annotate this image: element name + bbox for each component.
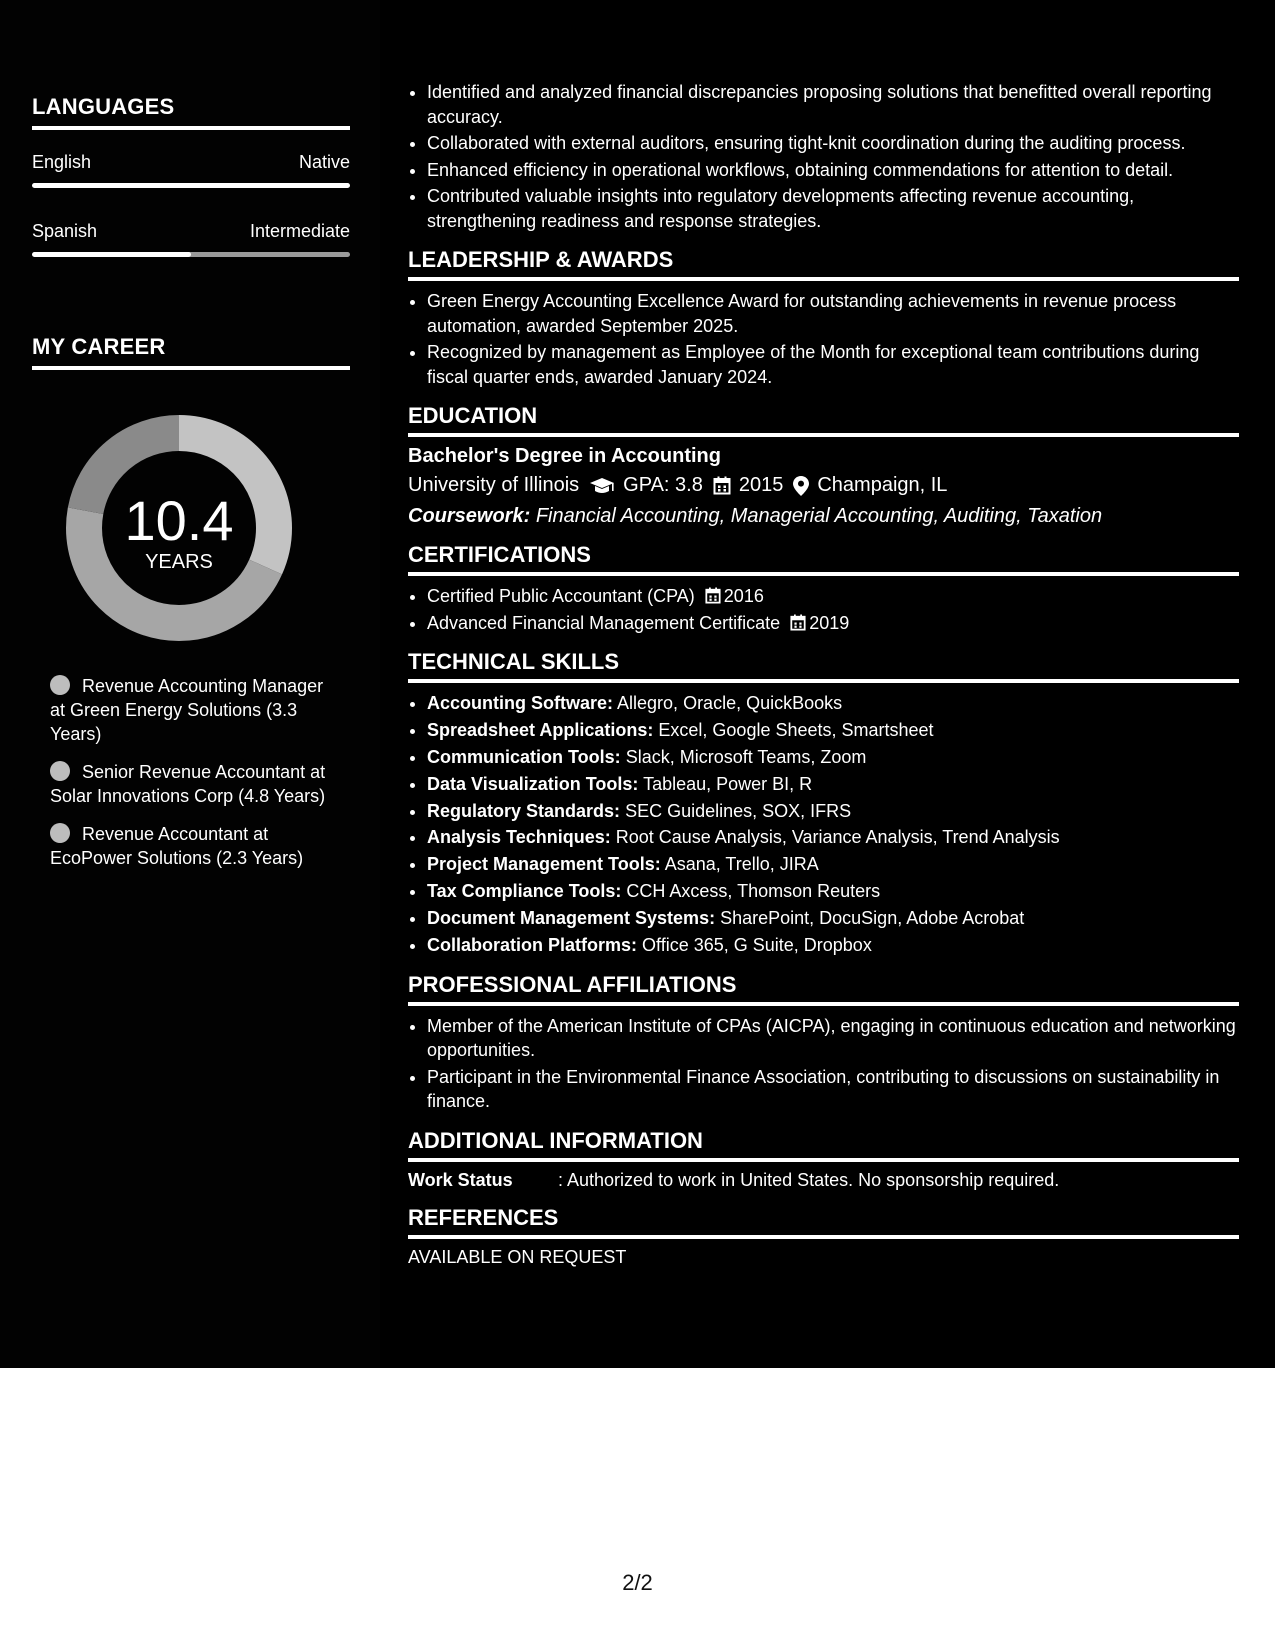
career-title: MY CAREER	[32, 334, 350, 370]
skill-label: Tax Compliance Tools:	[427, 881, 622, 902]
location-pin-icon	[793, 476, 809, 496]
career-item	[50, 674, 330, 746]
skill-value: SharePoint, DocuSign, Adobe Acrobat	[720, 908, 1025, 929]
career-text: Senior Revenue Accountant at Solar Innovations Corp (4.8 Years)	[50, 762, 326, 806]
skill-label: Data Visualization Tools:	[427, 773, 639, 794]
skill-value: Allegro, Oracle, QuickBooks	[617, 693, 843, 713]
calendar-icon	[713, 476, 731, 495]
career-years-value: 10.4	[124, 489, 234, 552]
skill-label: Spreadsheet Applications:	[427, 719, 654, 740]
references-text: AVAILABLE ON REQUEST	[408, 1246, 627, 1267]
skill-label: Project Management Tools:	[427, 854, 661, 875]
career-text: Revenue Accountant at EcoPower Solutions (2.3 Years)	[50, 824, 304, 868]
certifications-list	[408, 584, 1239, 635]
main-content	[408, 80, 1239, 1268]
list-item	[427, 879, 1239, 904]
bullet-dot	[50, 675, 70, 695]
education-gpa: GPA: 3.8	[623, 474, 703, 496]
section-title-leadership: LEADERSHIP & AWARDS	[408, 247, 1239, 281]
skill-value: Root Cause Analysis, Variance Analysis, Trend Analysis	[615, 827, 1060, 848]
education-year: 2015	[738, 474, 784, 496]
list-item: • Contributed valuable insights into regulatory developments affecting revenue accounting, strengthening readiness and response strategies.	[427, 184, 1239, 233]
language-bar	[32, 183, 350, 188]
career-years-unit: YEARS	[145, 551, 213, 573]
coursework-text: Financial Accounting, Managerial Accounting, Auditing, Taxation	[535, 505, 1103, 527]
sidebar	[0, 0, 380, 1368]
affiliations-list	[408, 1014, 1239, 1114]
language-row	[32, 221, 350, 242]
skill-value: Slack, Microsoft Teams, Zoom	[625, 746, 867, 767]
skill-label: Collaboration Platforms:	[427, 935, 638, 956]
list-item: • Recognized by management as Employee of the Month for exceptional team contributions during fiscal quarter ends, awarded January 2024.	[427, 340, 1239, 389]
list-item	[427, 825, 1239, 850]
calendar-icon	[705, 587, 721, 604]
experience-bullets	[408, 80, 1239, 233]
skill-value: Office 365, G Suite, Dropbox	[642, 935, 872, 956]
education-location: Champaign, IL	[817, 474, 948, 496]
list-item	[427, 718, 1239, 743]
career-item	[50, 760, 330, 808]
language-row	[32, 152, 350, 173]
coursework-label: Coursework:	[408, 505, 531, 527]
languages-title: LANGUAGES	[32, 94, 350, 130]
list-item	[427, 906, 1239, 931]
list-item	[427, 799, 1239, 824]
bullet-dot	[50, 761, 70, 781]
language-bar	[32, 252, 350, 257]
skill-label: Document Management Systems:	[427, 908, 716, 929]
list-item	[427, 691, 1239, 716]
skill-label: Regulatory Standards:	[427, 800, 621, 821]
career-item	[50, 822, 330, 870]
skills-list	[408, 691, 1239, 958]
list-item: • Identified and analyzed financial discrepancies proposing solutions that benefitted overall reporting accuracy.	[427, 80, 1239, 129]
skill-label: Analysis Techniques:	[427, 827, 611, 848]
graduation-cap-icon	[589, 477, 615, 495]
page-number: 2/2	[622, 1570, 653, 1595]
language-level: Native	[298, 152, 350, 172]
bullet-dot	[50, 823, 70, 843]
section-title-references: REFERENCES	[408, 1205, 1239, 1239]
skill-label: Accounting Software:	[427, 693, 614, 713]
language-bar-fill	[32, 183, 350, 188]
education-details	[408, 474, 1239, 497]
list-item: • Collaborated with external auditors, ensuring tight-knit coordination during the auditing process.	[427, 131, 1239, 156]
list-item	[427, 584, 1239, 609]
section-title-certifications: CERTIFICATIONS	[408, 542, 1239, 576]
list-item	[427, 852, 1239, 877]
work-status-value: : Authorized to work in United States. No sponsorship required.	[558, 1169, 1060, 1190]
work-status-label: Work Status	[408, 1169, 513, 1190]
skill-value: Tableau, Power BI, R	[643, 773, 813, 794]
skill-value: Excel, Google Sheets, Smartsheet	[658, 719, 934, 740]
education-coursework	[408, 505, 1239, 528]
section-title-additional: ADDITIONAL INFORMATION	[408, 1128, 1239, 1162]
language-name: English	[32, 152, 92, 172]
career-list	[50, 674, 330, 884]
career-donut-chart	[66, 415, 292, 641]
language-bar-fill	[32, 252, 191, 257]
list-item: • Green Energy Accounting Excellence Award for outstanding achievements in revenue process automation, awarded September 2025.	[427, 289, 1239, 338]
skill-value: CCH Axcess, Thomson Reuters	[626, 881, 881, 902]
calendar-icon	[790, 614, 806, 631]
skill-value: Asana, Trello, JIRA	[664, 854, 819, 875]
certification-year: 2019	[809, 612, 850, 633]
certification-name: Advanced Financial Management Certificate	[427, 612, 781, 633]
list-item	[427, 745, 1239, 770]
career-text: Revenue Accounting Manager at Green Energy Solutions (3.3 Years)	[50, 676, 324, 744]
section-title-affiliations: PROFESSIONAL AFFILIATIONS	[408, 972, 1239, 1006]
additional-info-row	[408, 1170, 1239, 1191]
list-item	[427, 772, 1239, 797]
certification-year: 2016	[723, 586, 764, 606]
skill-label: Communication Tools:	[427, 746, 621, 767]
language-name: Spanish	[32, 221, 98, 241]
list-item: • Member of the American Institute of CPAs (AICPA), engaging in continuous education and networking opportunities.	[427, 1014, 1239, 1063]
list-item	[427, 933, 1239, 958]
certification-name: Certified Public Accountant (CPA)	[427, 586, 695, 606]
education-school: University of Illinois	[408, 474, 580, 496]
section-title-skills: TECHNICAL SKILLS	[408, 649, 1239, 683]
list-item: • Enhanced efficiency in operational workflows, obtaining commendations for attention to detail.	[427, 158, 1239, 183]
leadership-list	[408, 289, 1239, 389]
language-level: Intermediate	[249, 221, 350, 241]
list-item	[427, 611, 1239, 636]
education-degree: Bachelor's Degree in Accounting	[408, 445, 721, 467]
skill-value: SEC Guidelines, SOX, IFRS	[625, 800, 852, 821]
list-item: • Participant in the Environmental Finance Association, contributing to discussions on sustainability in finance.	[427, 1065, 1239, 1114]
section-title-education: EDUCATION	[408, 403, 1239, 437]
